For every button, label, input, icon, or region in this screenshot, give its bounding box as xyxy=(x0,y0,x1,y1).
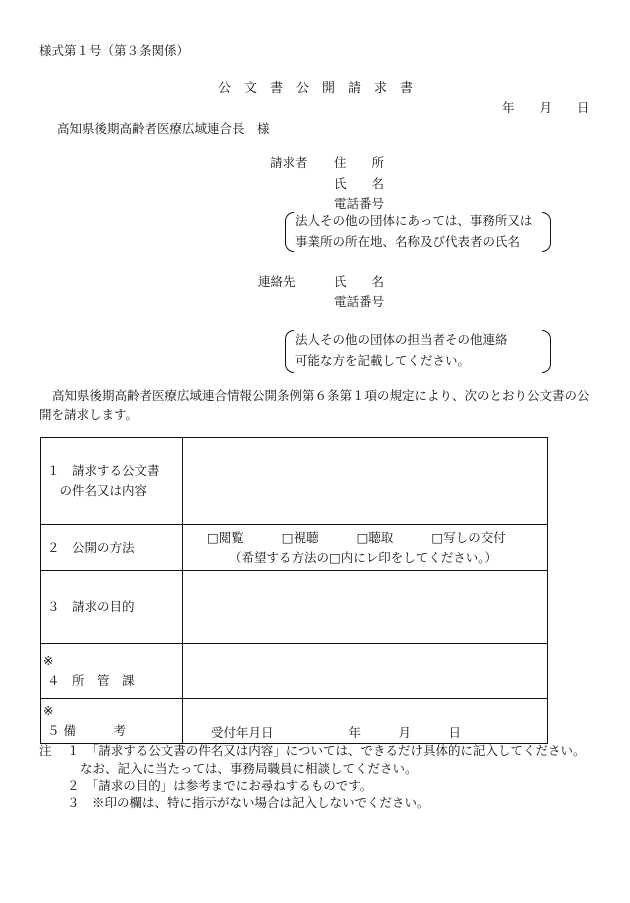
row1-label-line1: １ 請求する公文書 xyxy=(47,463,160,478)
method-watching-checkbox[interactable]: □視聴 xyxy=(281,529,319,545)
contact-note-line2: 可能な方を記載してください。 xyxy=(295,353,471,368)
requester-name-label: 氏 名 xyxy=(334,176,385,191)
contact-name-label: 氏 名 xyxy=(334,274,385,289)
row5-label-cell xyxy=(41,699,183,744)
row5-value-cell xyxy=(183,699,548,744)
method-listening-checkbox[interactable]: □聴取 xyxy=(356,529,394,545)
note-1: １ 「請求する公文書の件名又は内容」については、できるだけ具体的に記入してください。 xyxy=(67,743,586,758)
date-line: 年 月 日 xyxy=(502,100,590,115)
row5-mark: ※ xyxy=(43,703,54,718)
requester-note-bracket-right xyxy=(542,212,551,252)
row2-label: ２ 公開の方法 xyxy=(47,539,135,555)
document-title: 公 文 書 公 開 請 求 書 xyxy=(218,81,414,96)
row-remarks xyxy=(41,699,548,744)
row2-label-cell xyxy=(41,525,183,571)
method-options xyxy=(183,528,547,548)
contact-note-bracket-left xyxy=(285,330,294,373)
row-document-subject xyxy=(41,438,548,525)
row2-value-cell xyxy=(183,525,548,571)
addressee: 高知県後期高齢者医療広域連合長 様 xyxy=(57,121,270,136)
requester-address-label: 住 所 xyxy=(334,155,385,170)
contact-phone-label: 電話番号 xyxy=(334,294,385,309)
row-disclosure-method xyxy=(41,525,548,571)
row3-label-cell xyxy=(41,571,183,644)
note-1b: なお、記入に当たっては、事務局職員に相談してください。 xyxy=(80,761,418,776)
note-3: ３ ※印の欄は、特に指示がない場合は記入しないでください。 xyxy=(67,795,430,810)
request-form-table xyxy=(40,437,548,744)
note-2: ２ 「請求の目的」は参考までにお尋ねするものです。 xyxy=(67,778,373,793)
row1-label-line2: の件名又は内容 xyxy=(47,483,148,498)
requester-heading: 請求者 xyxy=(270,155,308,170)
requester-phone-label: 電話番号 xyxy=(334,196,385,211)
row4-label-cell xyxy=(41,644,183,699)
contact-heading: 連絡先 xyxy=(258,274,296,289)
contact-note-bracket-right xyxy=(542,330,551,373)
row1-label-cell xyxy=(41,438,183,525)
row3-value-cell[interactable] xyxy=(183,571,548,644)
row4-value-cell xyxy=(183,644,548,699)
row5-label: ５ 備 考 xyxy=(47,723,126,738)
form-number: 様式第１号（第３条関係） xyxy=(39,43,190,58)
row4-mark: ※ xyxy=(43,653,54,668)
row1-value-cell[interactable] xyxy=(183,438,548,525)
notes-prefix: 注 xyxy=(39,743,52,758)
reception-date: 受付年月日 年 月 日 xyxy=(211,725,462,740)
requester-note-line2: 事業所の所在地、名称及び代表者の氏名 xyxy=(295,234,521,249)
row-department xyxy=(41,644,548,699)
method-copy-checkbox[interactable]: □写しの交付 xyxy=(431,529,506,545)
method-viewing-checkbox[interactable]: □閲覧 xyxy=(207,529,244,545)
method-instruction: （希望する方法の□内にレ印をしてください。） xyxy=(229,549,498,565)
row3-label: ３ 請求の目的 xyxy=(47,599,135,614)
requester-note-bracket-left xyxy=(285,212,294,252)
contact-note-line1: 法人その他の団体の担当者その他連絡 xyxy=(295,332,508,347)
requester-note-line1: 法人その他の団体にあっては、事務所又は xyxy=(295,213,533,228)
row4-label: ４ 所 管 課 xyxy=(47,673,135,688)
intro-paragraph: 高知県後期高齢者医療広域連合情報公開条例第６条第１項の規定により、次のとおり公文書の公開を請求します。 xyxy=(39,388,590,423)
row-request-purpose xyxy=(41,571,548,644)
